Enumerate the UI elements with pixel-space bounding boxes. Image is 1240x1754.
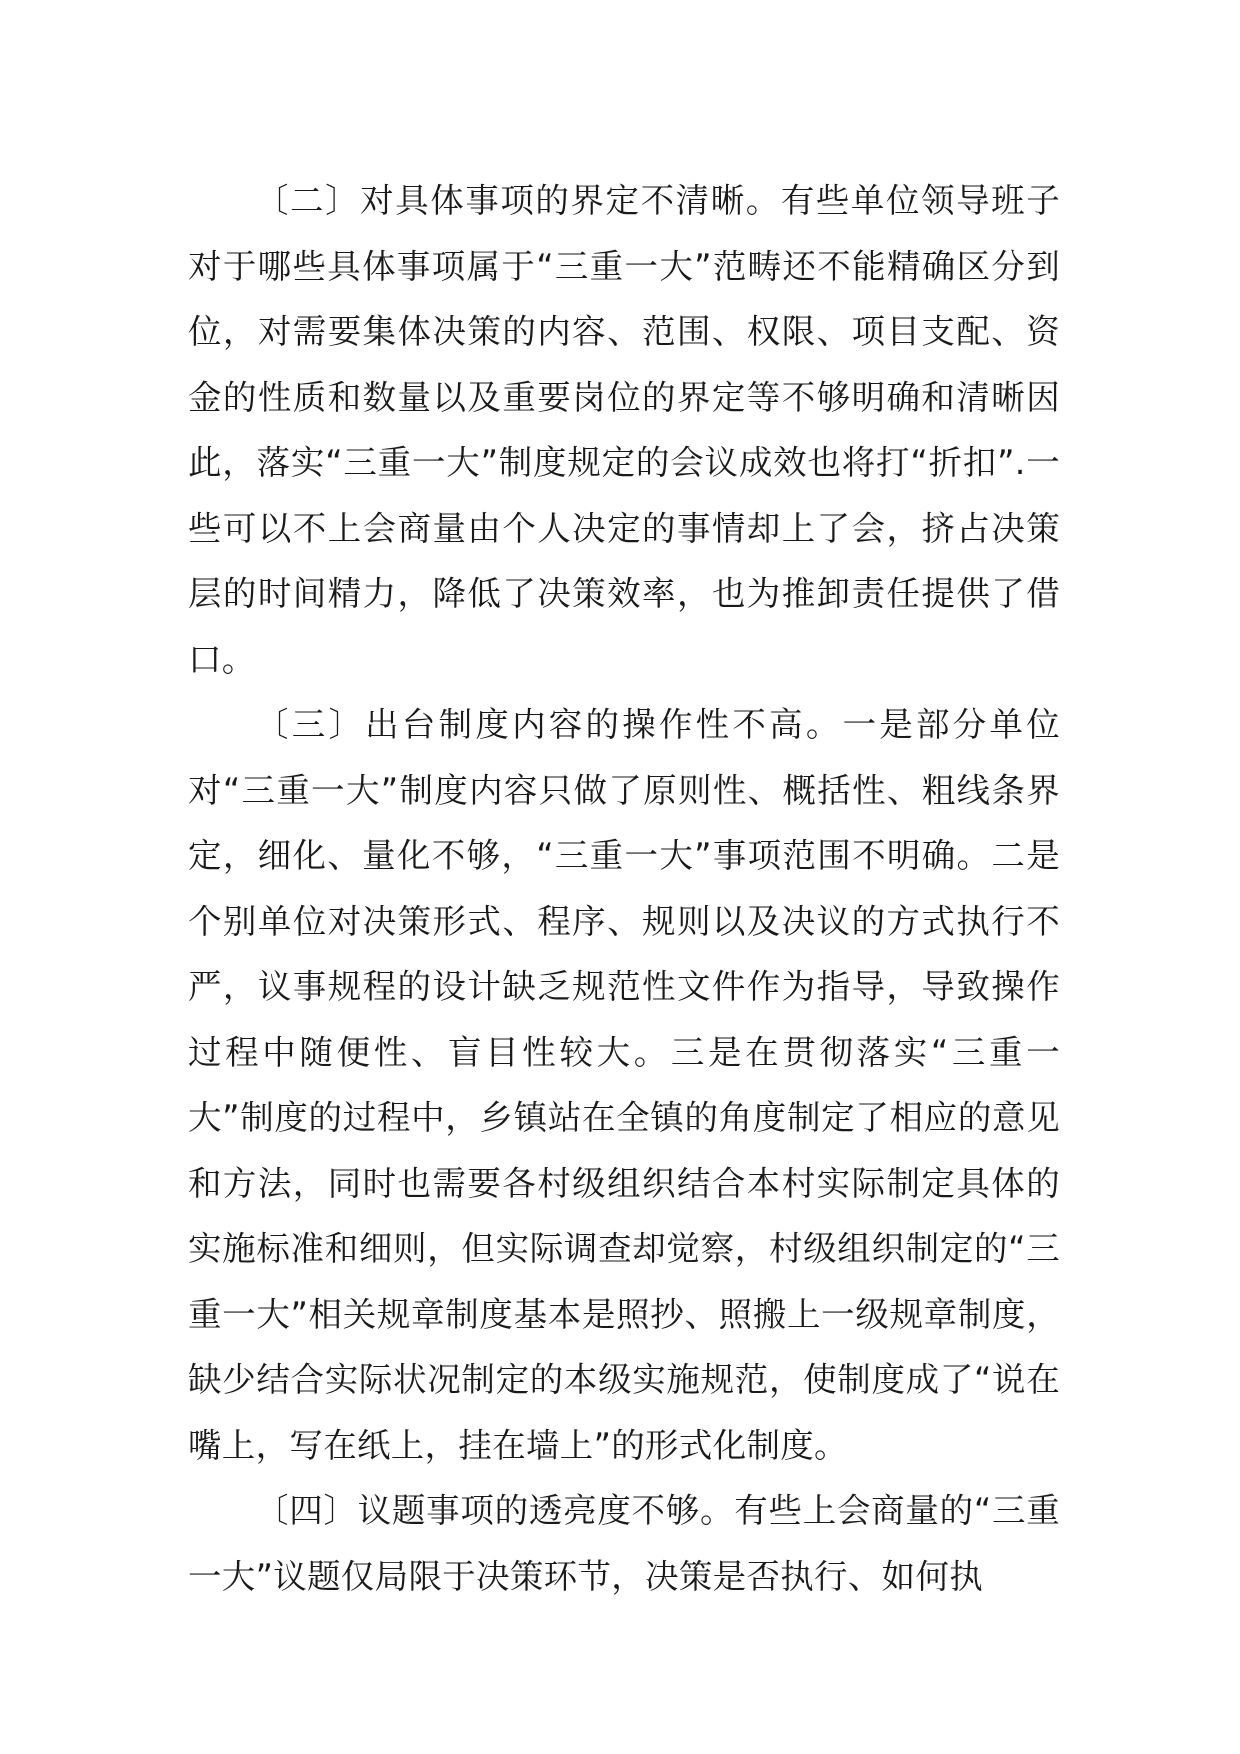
paragraph-section-4: 〔四〕议题事项的透亮度不够。有些上会商量的“三重一大”议题仅局限于决策环节，决策是否执行、如何执 xyxy=(188,1491,1060,1596)
document-body xyxy=(188,168,1060,1609)
paragraph-section-2: 〔二〕对具体事项的界定不清晰。有些单位领导班子对于哪些具体事项属于“三重一大”范畴还不能精确区分到位，对需要集体决策的内容、范围、权限、项目支配、资金的性质和数量以及重要岗位的界定等不够明确和清晰因此，落实“三重一大”制度规定的会议成效也将打“折扣”.一些可以不上会商量由个人决定的事情却上了会，挤占决策层的时间精力，降低了决策效率，也为推卸责任提供了借口。 xyxy=(188,181,1060,679)
paragraph-section-3: 〔三〕出台制度内容的操作性不高。一是部分单位对“三重一大”制度内容只做了原则性、概括性、粗线条界定，细化、量化不够，“三重一大”事项范围不明确。二是个别单位对决策形式、程序、规则以及决议的方式执行不严，议事规程的设计缺乏规范性文件作为指导，导致操作过程中随便性、盲目性较大。三是在贯彻落实“三重一大”制度的过程中，乡镇站在全镇的角度制定了相应的意见和方法，同时也需要各村级组织结合本村实际制定具体的实施标准和细则，但实际调查却觉察，村级组织制定的“三重一大”相关规章制度基本是照抄、照搬上一级规章制度，缺少结合实际状况制定的本级实施规范，使制度成了“说在嘴上，写在纸上，挂在墙上”的形式化制度。 xyxy=(188,705,1060,1465)
